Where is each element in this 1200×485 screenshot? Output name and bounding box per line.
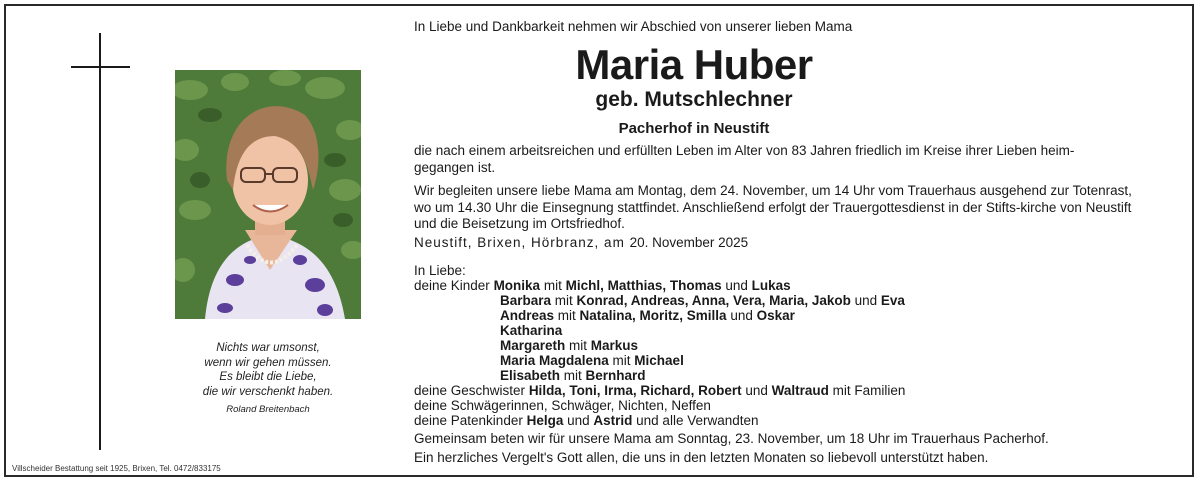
in-liebe: In Liebe: [414, 263, 466, 278]
mourner-name: Monika [493, 278, 541, 293]
mourner-text: und [726, 308, 757, 323]
mourner-row [500, 323, 562, 338]
mourner-text: mit [565, 338, 591, 353]
mourner-name: Konrad, Andreas, Anna, Vera, Maria, Jakob [576, 293, 851, 308]
mourner-name: Barbara [500, 293, 552, 308]
mourner-row [500, 293, 905, 308]
mourner-row [500, 353, 684, 368]
mourner-name: Michl, Matthias, Thomas [565, 278, 722, 293]
quote-line: Nichts war umsonst, [216, 342, 320, 354]
quote-block [175, 341, 361, 418]
mourner-text: deine Kinder [414, 278, 494, 293]
mourner-text: deine Geschwister [414, 383, 529, 398]
quote-line: die wir verschenkt haben. [202, 385, 334, 398]
mourner-name: Astrid [593, 413, 633, 428]
mourner-name: Hilda, Toni, Irma, Richard, Robert [528, 383, 742, 398]
mourner-name: Helga [526, 413, 564, 428]
quote-line: wenn wir gehen müssen. [204, 356, 332, 369]
date: 20. November 2025 [629, 235, 749, 250]
paragraph-1: die nach einem arbeitsreichen und erfüllten Leben im Alter von 83 Jahren friedlich im Kreise ihrer Lieben heim-gegangen ist. [414, 143, 1075, 175]
mourner-name: Lukas [751, 278, 791, 293]
mourner-name: Bernhard [585, 368, 646, 383]
place-date [414, 235, 748, 252]
mourner-text: mit Familien [828, 383, 906, 398]
intro-text: In Liebe und Dankbarkeit nehmen wir Abschied von unserer lieben Mama [414, 19, 853, 34]
paragraph-2: Wir begleiten unsere liebe Mama am Montag, dem 24. November, um 14 Uhr vom Trauerhaus ausgehend zur Totenrast, wo um 14.30 Uhr die Einsegnung stattfindet. Anschließend erfolgt der Trauergottesdienst in der Stifts-kirche von Neustift und die Beisetzung im Ortsfriedhof. [414, 183, 1132, 231]
mourner-name: Maria Magdalena [500, 353, 609, 368]
mourner-row [500, 338, 638, 353]
mourner-text: und [741, 383, 772, 398]
mourner-text: mit [551, 293, 577, 308]
mourner-text: mit [608, 353, 635, 368]
mourner-text: mit [554, 308, 580, 323]
mourner-text: und [721, 278, 752, 293]
mourner-text: deine Patenkinder [414, 413, 527, 428]
mourner-text: mit [560, 368, 586, 383]
mourner-row [414, 383, 905, 398]
final-line-1: Gemeinsam beten wir für unsere Mama am Sonntag, 23. November, um 18 Uhr im Trauerhaus Pacherhof. [414, 431, 1049, 446]
quote-line: Es bleibt die Liebe, [219, 371, 317, 383]
mourner-text: und [850, 293, 881, 308]
mourner-text: deine Schwägerinnen, Schwäger, Nichten, Neffen [414, 398, 711, 413]
final-line-2: Ein herzliches Vergelt's Gott allen, die uns in den letzten Monaten so liebevoll unterstützt haben. [414, 450, 989, 465]
mourner-row [414, 413, 759, 428]
mourner-row [414, 398, 711, 413]
mourner-name: Katharina [500, 323, 563, 338]
mourner-name: Michael [634, 353, 684, 368]
cross-icon-bar [71, 66, 130, 68]
mourner-name: Eva [880, 293, 905, 308]
mourner-name: Elisabeth [500, 368, 561, 383]
mourner-text: und alle Verwandten [632, 413, 759, 428]
mourner-row [414, 278, 791, 293]
farm-name: Pacherhof in Neustift [618, 120, 770, 137]
mourner-name: Waltraud [771, 383, 829, 398]
mourner-name: Natalina, Moritz, Smilla [579, 308, 727, 323]
mourner-text: mit [540, 278, 566, 293]
mourner-name: Markus [590, 338, 639, 353]
mourner-name: Margareth [500, 338, 566, 353]
quote-author: Roland Breitenbach [226, 404, 310, 415]
mourner-row [500, 308, 795, 323]
mourner-name: Andreas [500, 308, 555, 323]
deceased-name: Maria Huber [575, 41, 813, 88]
portrait-photo [175, 70, 361, 319]
mourner-text: und [563, 413, 594, 428]
places: Neustift, Brixen, Hörbranz, am [414, 235, 625, 250]
maiden-name: geb. Mutschlechner [595, 88, 793, 111]
footer-note: Villscheider Bestattung seit 1925, Brixen, Tel. 0472/833175 [12, 464, 221, 473]
mourner-name: Oskar [756, 308, 795, 323]
cross-icon [99, 33, 101, 450]
mourner-row [500, 368, 646, 383]
